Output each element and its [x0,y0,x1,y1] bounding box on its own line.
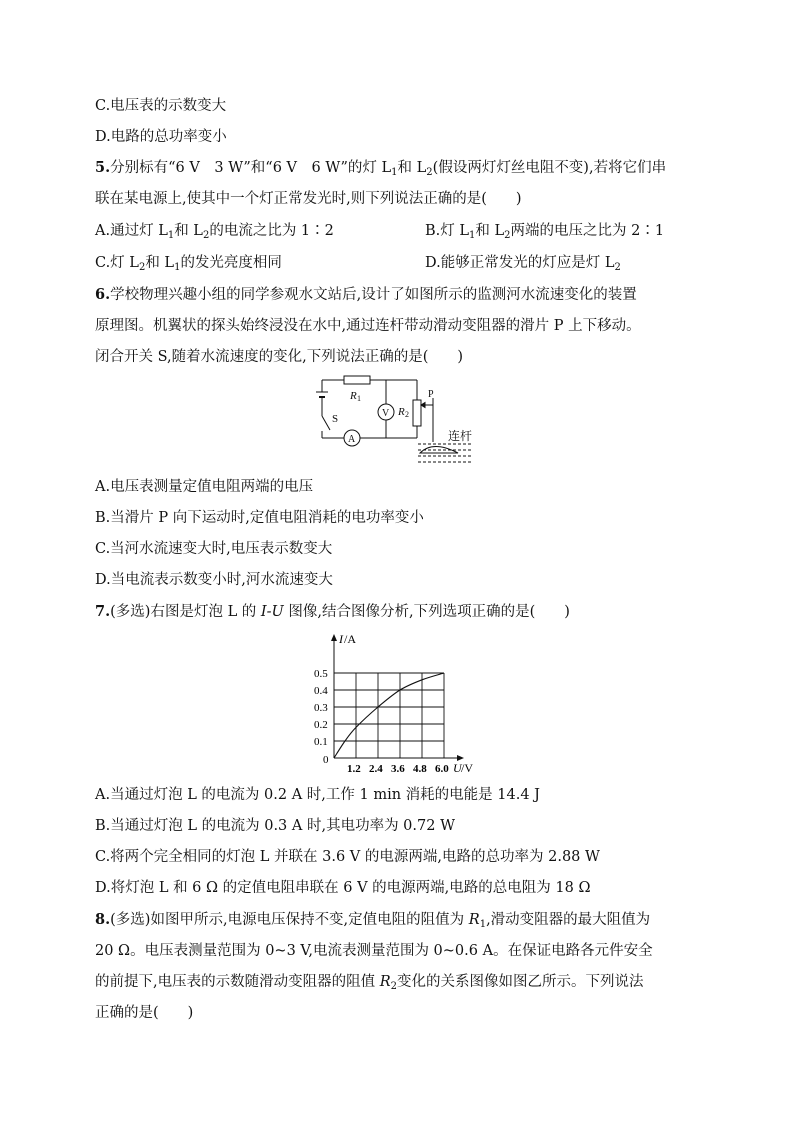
q4-option-d: D.电路的总功率变小 [95,129,227,145]
q6-stem-line1 [95,285,637,305]
resistor-r2 [413,400,421,426]
q7-option-c: C.将两个完全相同的灯泡 L 并联在 3.6 V 的电源两端,电路的总功率为 2.88 W [95,849,600,865]
resistor-r1 [344,376,370,384]
subscript: 2 [138,262,146,273]
q7-option-a: A.当通过灯泡 L 的电流为 0.2 A 时,工作 1 min 消耗的电能是 14.4 J [95,787,540,803]
r2-label: R [398,406,405,418]
q5-stem-text: (假设两灯灯丝电阻不变),若将它们串 [432,160,667,176]
text: 和 L [475,223,505,239]
y-tick-label: 0.1 [314,736,328,748]
x-axis-label-italic: U [453,761,462,775]
q8-stem-text: ,滑动变阻器的最大阻值为 [486,912,651,928]
y-axis-label-italic: I [339,632,343,646]
text: 的发光亮度相同 [180,255,282,271]
voltmeter-label: V [382,408,390,419]
origin-label: 0 [323,754,329,766]
q5-option-b [425,221,664,246]
subscript: 2 [426,167,433,178]
q4-option-c: C.电压表的示数变大 [95,98,227,114]
switch-label: S [332,413,339,425]
subscript: 1 [479,919,487,930]
subscript: 2 [202,230,210,241]
q5-stem-text: 和 L [397,160,427,176]
q6-option-b: B.当滑片 P 向下运动时,定值电阻消耗的电功率变小 [95,510,424,526]
grid [334,673,444,758]
q8-number: 8. [95,911,111,928]
q7-stem-italic: I-U [260,604,284,620]
text: D.能够正常发光的灯应是灯 L [425,255,615,271]
q6-option-c: C.当河水流速变大时,电压表示数变大 [95,541,333,557]
q7-stem-text: (多选)右图是灯泡 L 的 [110,604,261,620]
q6-number: 6. [95,286,111,303]
x-tick-label: 1.2 [347,763,361,775]
r1-label: R [350,390,357,402]
q5-stem-text: 分别标有“6 V 3 W”和“6 V 6 W”的灯 L [110,160,392,176]
q8-stem-text: 的前提下,电压表的示数随滑动变阻器的阻值 [95,974,380,990]
iu-graph [300,628,490,778]
q7-option-b: B.当通过灯泡 L 的电流为 0.3 A 时,其电功率为 0.72 W [95,818,455,834]
y-tick-label: 0.3 [314,702,328,714]
q8-stem-line2: 20 Ω。电压表测量范围为 0~3 V,电流表测量范围为 0~0.6 A。在保证电路各元件安全 [95,943,653,959]
ammeter-label: A [348,434,356,445]
x-tick-label: 2.4 [369,763,383,775]
text: C.灯 L [95,255,139,271]
iu-curve [334,673,444,758]
q5-option-a [95,221,334,246]
q7-number: 7. [95,603,111,620]
q5-option-c [95,253,282,278]
r1-subscript: 1 [357,394,361,403]
x-tick-label: 3.6 [391,763,405,775]
subscript: 1 [391,167,398,178]
x-axis-label-unit: /V [461,761,473,775]
subscript: 1 [469,230,476,241]
q8-stem-text: (多选)如图甲所示,电源电压保持不变,定值电阻的阻值为 [110,912,469,928]
q5-stem-line1 [95,158,666,183]
text: A.通过灯 L [95,223,168,239]
text: 和 L [174,223,203,239]
q6-option-a: A.电压表测量定值电阻两端的电压 [95,479,314,495]
subscript: 2 [504,230,511,241]
rod-label: 连杆 [448,429,473,443]
x-tick-label: 6.0 [435,763,449,775]
y-tick-label: 0.5 [314,668,328,680]
text: 和 L [145,255,175,271]
text: 两端的电压之比为 2∶1 [510,223,665,239]
q5-option-d [425,253,621,278]
y-tick-label: 0.2 [314,719,328,731]
y-tick-label: 0.4 [314,685,328,697]
text: 的电流之比为 1∶2 [209,223,334,239]
q6-stem-text: 学校物理兴趣小组的同学参观水文站后,设计了如图所示的监测河水流速变化的装置 [110,287,637,303]
q6-stem-line3: 闭合开关 S,随着水流速度的变化,下列说法正确的是( ) [95,349,464,365]
subscript: 1 [174,262,181,273]
subscript: 2 [614,262,621,273]
q7-stem-text: 图像,结合图像分析,下列选项正确的是( ) [283,604,570,620]
x-tick-label: 4.8 [413,763,427,775]
q8-stem-line1 [95,910,650,935]
q5-stem-line2: 联在某电源上,使其中一个灯正常发光时,则下列说法正确的是( ) [95,191,522,207]
q7-stem [95,602,570,622]
q6-option-d: D.当电流表示数变小时,河水流速变大 [95,572,333,588]
switch-blade [322,416,330,430]
subscript: 1 [167,230,175,241]
q8-stem-text: 变化的关系图像如图乙所示。下列说法 [397,974,644,990]
q7-option-d: D.将灯泡 L 和 6 Ω 的定值电阻串联在 6 V 的电源两端,电路的总电阻为 18 Ω [95,880,591,896]
r1-symbol: R [468,912,480,928]
q8-stem-line4: 正确的是( ) [95,1005,194,1021]
slider-arrow [421,403,425,408]
subscript: 2 [390,981,398,992]
q5-number: 5. [95,159,111,176]
circuit-diagram [312,370,502,470]
y-axis-arrow [331,634,337,641]
text: B.灯 L [425,223,470,239]
q8-stem-line3 [95,972,644,997]
q6-stem-line2: 原理图。机翼状的探头始终浸没在水中,通过连杆带动滑动变阻器的滑片 P 上下移动。 [95,318,641,334]
slider-label: P [428,389,434,400]
r2-symbol: R [379,974,391,990]
y-axis-label-unit: /A [344,632,356,646]
r2-subscript: 2 [405,410,409,419]
